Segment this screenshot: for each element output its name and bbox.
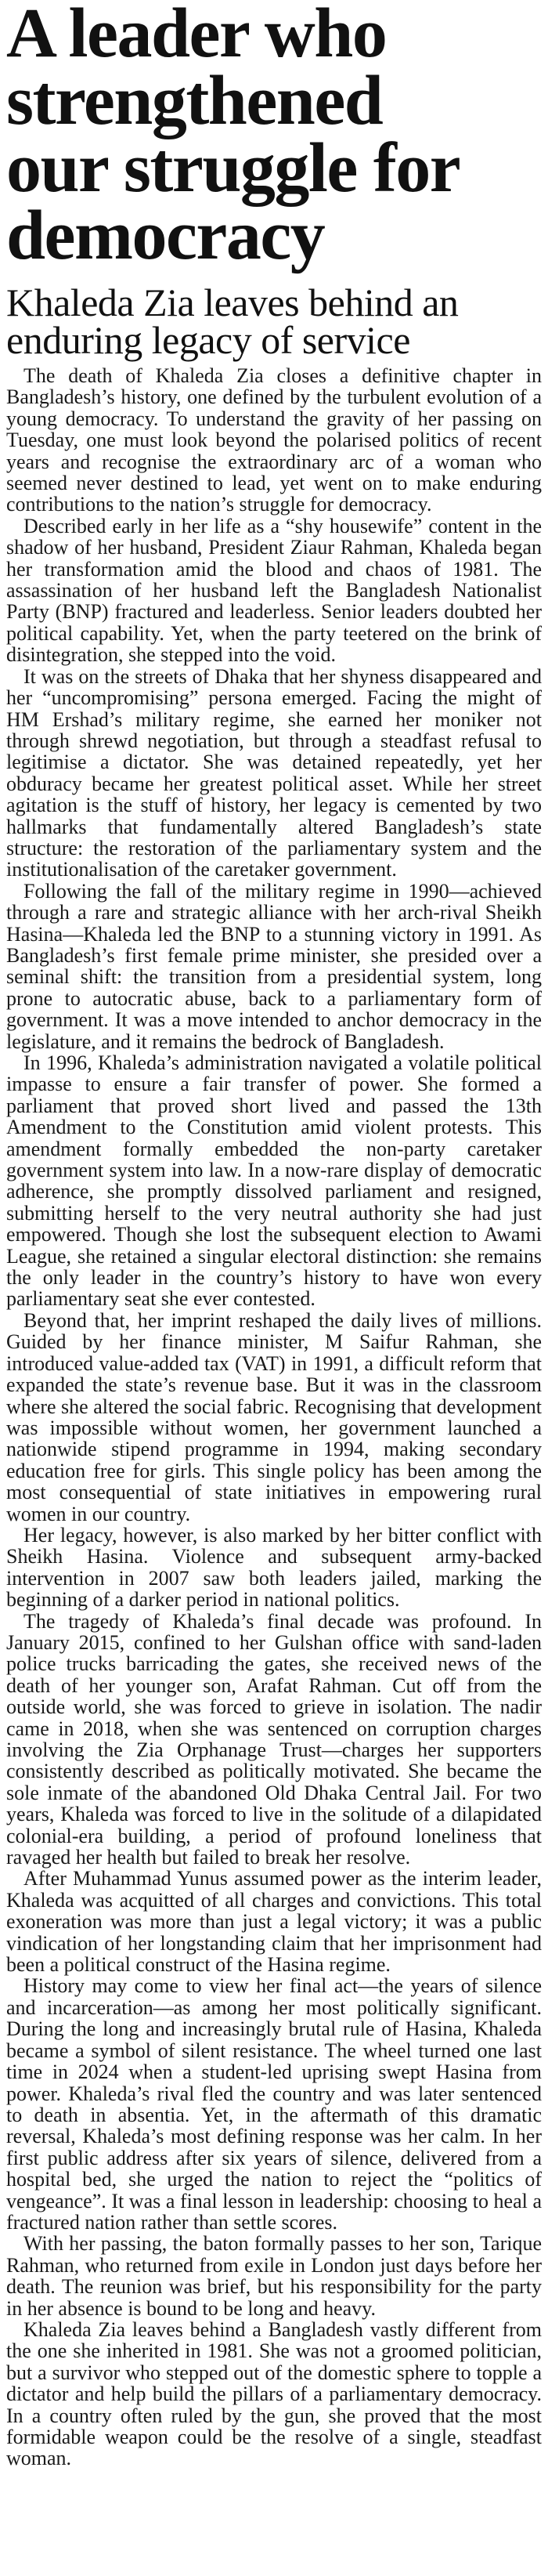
headline-line-1: A leader who: [6, 0, 387, 72]
body-paragraph: With her passing, the baton formally passes to her son, Tarique Rahman, who returned from exile in London just days before her death. The reunion was brief, but his responsibility for the party in her absence is bound to be long and heavy.: [6, 2232, 542, 2320]
body-paragraph: After Muhammad Yunus assumed power as the interim leader, Khaleda was acquitted of all charges and convictions. This total exoneration was more than just a legal victory; it was a public vindication of her longstanding claim that her imprisonment had been a political construct of the Hasina regime.: [6, 1867, 542, 1977]
body-paragraph: It was on the streets of Dhaka that her shyness disappeared and her “uncompromising” persona emerged. Facing the might of HM Ershad’s military regime, she earned her moniker not through shrewd negotiation, but through a steadfast refusal to legitimise a dictator. She was detained repeatedly, yet her obduracy became her greatest political asset. While her street agitation is the stuff of history, her legacy is cemented by two hallmarks that fundamentally altered Bangladesh’s state structure: the restoration of the parliamentary system and the institutionalisation of the caretaker government.: [6, 664, 542, 881]
subheadline-line-1: Khaleda Zia leaves behind an: [6, 280, 459, 324]
body-paragraph: History may come to view her final act—the years of silence and incarceration—as among her most politically significant. During the long and increasingly brutal rule of Hasina, Khaleda became a symbol of silent resistance. The wheel turned one last time in 2024 when a student-led uprising swept Hasina from power. Khaleda’s rival fled the country and was later sentenced to death in absentia. Yet, in the aftermath of this dramatic reversal, Khaleda’s most defining response was her calm. In her first public address after six years of silence, delivered from a hospital bed, she urged the nation to reject the “politics of vengeance”. It was a final lesson in leadership: choosing to heal a fractured nation rather than settle scores.: [6, 1974, 542, 2234]
headline-line-4: democracy: [6, 197, 325, 274]
headline: [6, 0, 542, 274]
article-body: [6, 365, 542, 2469]
headline-line-3: our struggle for: [6, 129, 460, 207]
subheadline: [6, 280, 542, 362]
body-paragraph: The death of Khaleda Zia closes a definitive chapter in Bangladesh’s history, one defined by the turbulent evolution of a young democracy. To understand the gravity of her passing on Tuesday, one must look beyond the polarised politics of recent years and recognise the extraordinary arc of a woman who seemed never destined to lead, yet went on to make enduring contributions to the nation’s struggle for democracy.: [6, 364, 542, 516]
body-paragraph: The tragedy of Khaleda’s final decade was profound. In January 2015, confined to her Gulshan office with sand-laden police trucks barricading the gates, she received news of the death of her younger son, Arafat Rahman. Cut off from the outside world, she was forced to grieve in isolation. The nadir came in 2018, when she was sentenced on corruption charges involving the Zia Orphanage Trust—charges her supporters consistently described as politically motivated. She became the sole inmate of the abandoned Old Dhaka Central Jail. For two years, Khaleda was forced to live in the solitude of a dilapidated colonial-era building, a period of profound loneliness that ravaged her health but failed to break her resolve.: [6, 1609, 542, 1869]
body-paragraph: Following the fall of the military regime in 1990—achieved through a rare and strategic alliance with her arch-rival Sheikh Hasina—Khaleda led the BNP to a stunning victory in 1991. As Bangladesh’s first female prime minister, she presided over a seminal shift: the transition from a presidential system, long prone to autocratic abuse, back to a parliamentary form of government. It was a move intended to anchor democracy in the legislature, and it remains the bedrock of Bangladesh.: [6, 879, 542, 1053]
headline-line-2: strengthened: [6, 62, 383, 139]
body-paragraph: Her legacy, however, is also marked by her bitter conflict with Sheikh Hasina. Violence and subsequent army-backed intervention in 2007 saw both leaders jailed, marking the beginning of a darker period in national politics.: [6, 1523, 542, 1612]
subheadline-line-2: enduring legacy of service: [6, 318, 410, 362]
body-paragraph: Khaleda Zia leaves behind a Bangladesh vastly different from the one she inherited in 1981. She was not a groomed politician, but a survivor who stepped out of the domestic sphere to topple a dictator and help build the pillars of a parliamentary democracy. In a country often ruled by the gun, she proved that the most formidable weapon could be the resolve of a single, steadfast woman.: [6, 2317, 542, 2470]
body-paragraph: Beyond that, her imprint reshaped the daily lives of millions. Guided by her finance minister, M Saifur Rahman, she introduced value-added tax (VAT) in 1991, a difficult reform that expanded the state’s revenue base. But it was in the classroom where she altered the social fabric. Recognising that development was impossible without women, her government launched a nationwide stipend programme in 1994, making secondary education free for girls. This single policy has been among the most consequential of state initiatives in empowering rural women in our country.: [6, 1308, 542, 1525]
body-paragraph: In 1996, Khaleda’s administration navigated a volatile political impasse to ensure a fair transfer of power. She formed a parliament that proved short lived and passed the 13th Amendment to the Constitution amid violent protests. This amendment formally embedded the non-party caretaker government system into law. In a now-rare display of democratic adherence, she promptly dissolved parliament and resigned, submitting herself to the very neutral authority she had just empowered. Though she lost the subsequent election to Awami League, she retained a singular electoral distinction: she remains the only leader in the country’s history to have won every parliamentary seat she ever contested.: [6, 1051, 542, 1311]
body-paragraph: Described early in her life as a “shy housewife” content in the shadow of her husband, President Ziaur Rahman, Khaleda began her transformation amid the blood and chaos of 1981. The assassination of her husband left the Bangladesh Nationalist Party (BNP) fractured and leaderless. Senior leaders doubted her political capability. Yet, when the party teetered on the brink of disintegration, she stepped into the void.: [6, 514, 542, 667]
